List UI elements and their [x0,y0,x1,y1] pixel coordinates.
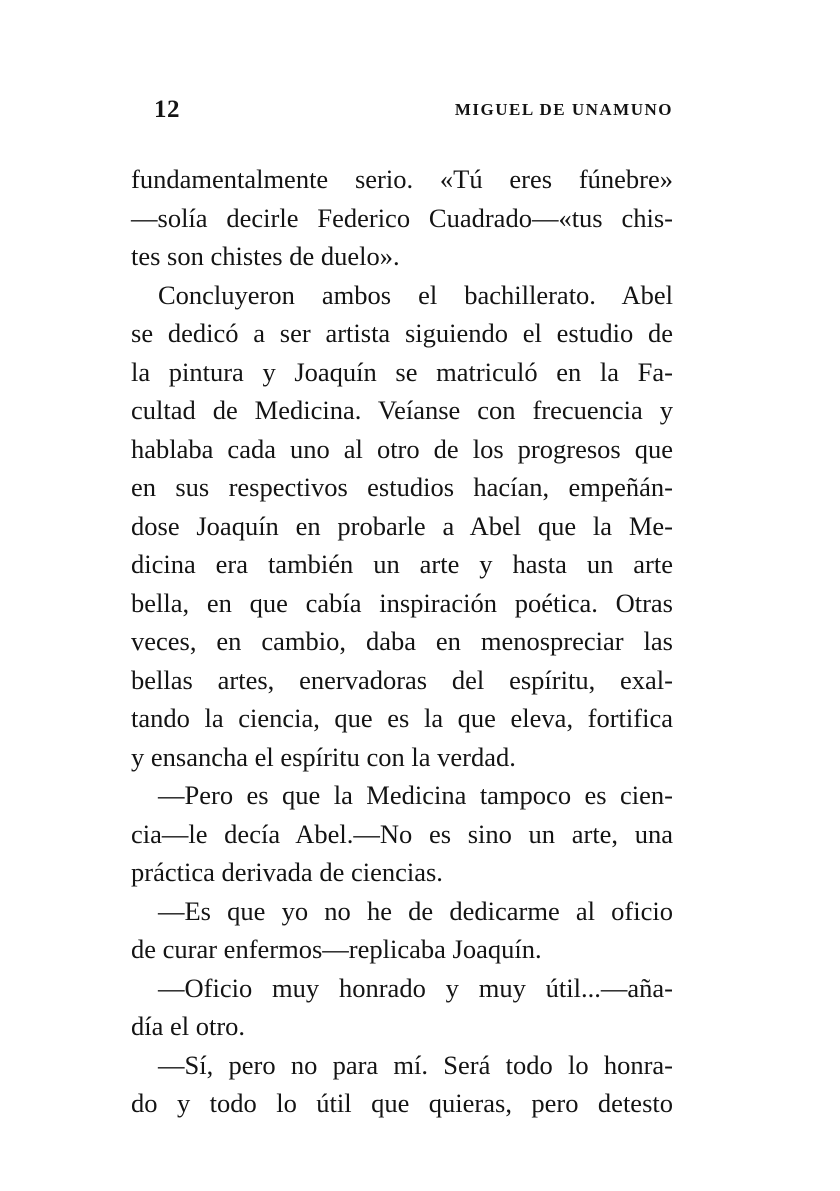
text-line: —solía decirle Federico Cuadrado—«tus chis- [131,202,673,233]
text-line: dose Joaquín en probarle a Abel que la Me- [131,510,673,541]
text-line: veces, en cambio, daba en menospreciar las [131,626,673,656]
text-line: y ensancha el espíritu con la verdad. [131,741,516,772]
text-line: —Sí, pero no para mí. Será todo lo honra- [158,1049,673,1080]
text-line: tes son chistes de duelo». [131,241,400,271]
text-line: la pintura y Joaquín se matriculó en la Fa- [131,356,673,387]
text-line: Concluyeron ambos el bachillerato. Abel [158,279,673,310]
text-line: de curar enfermos—replicaba Joaquín. [131,934,542,964]
text-line: tando la ciencia, que es la que eleva, fortifica [131,703,673,733]
text-line: cia—le decía Abel.—No es sino un arte, una [131,818,673,849]
body-text [131,160,673,1123]
text-line: do y todo lo útil que quieras, pero detesto [131,1088,673,1118]
text-line: dicina era también un arte y hasta un arte [131,549,673,579]
text-line: hablaba cada uno al otro de los progresos que [131,433,673,464]
text-line: práctica derivada de ciencias. [131,857,443,887]
page-number: 12 [154,96,180,123]
text-line: en sus respectivos estudios hacían, empeñán- [131,472,673,502]
text-line: se dedicó a ser artista siguiendo el estudio de [131,318,673,348]
text-line: —Es que yo no he de dedicarme al oficio [158,895,673,926]
text-line: —Oficio muy honrado y muy útil...—aña- [158,972,673,1003]
text-line: bellas artes, enervadoras del espíritu, exal- [131,664,673,695]
text-line: bella, en que cabía inspiración poética. Otras [131,587,673,618]
running-head [131,96,673,126]
running-title: MIGUEL DE UNAMUNO [454,100,673,119]
text-line: día el otro. [131,1011,246,1041]
text-line: —Pero es que la Medicina tampoco es cien- [158,780,673,810]
text-line: fundamentalmente serio. «Tú eres fúnebre» [131,164,673,194]
text-line: cultad de Medicina. Veíanse con frecuencia y [131,395,673,425]
